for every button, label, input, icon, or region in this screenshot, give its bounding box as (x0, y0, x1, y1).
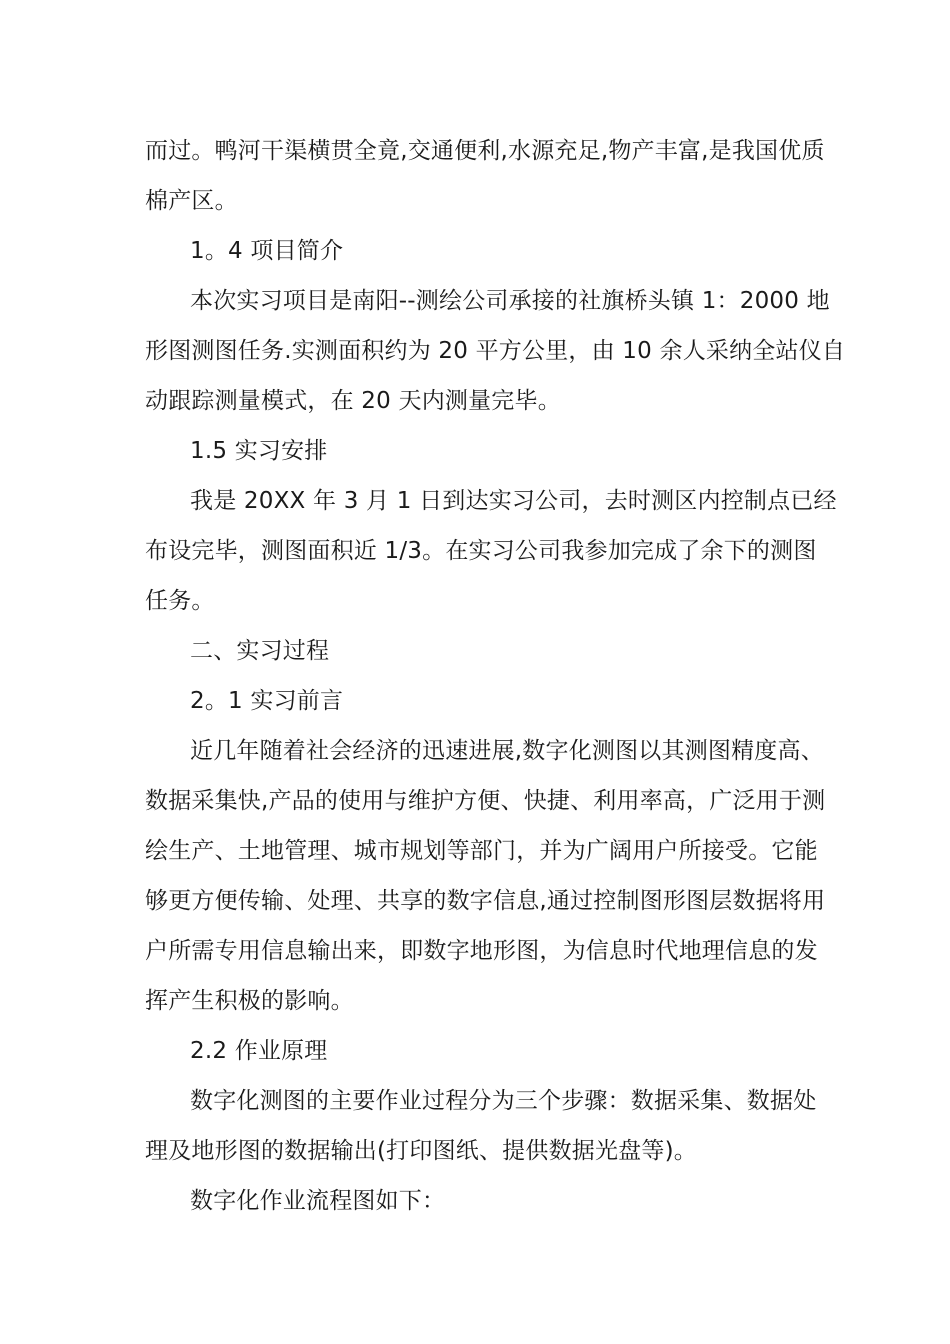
text-line: 数据采集快,产品的使用与维护方便、快捷、利用率高，广泛用于测 (145, 788, 826, 814)
text-line: 我是 20XX 年 3 月 1 日到达实习公司，去时测区内控制点已经 (190, 488, 837, 514)
text-line: 动跟踪测量模式，在 20 天内测量完毕。 (145, 388, 561, 414)
text-line: 理及地形图的数据输出(打印图纸、提供数据光盘等)。 (145, 1138, 697, 1164)
text-line: 棉产区。 (145, 188, 238, 214)
text-line: 形图测图任务.实测面积约为 20 平方公里，由 10 余人采纳全站仪自 (145, 338, 846, 364)
section-heading-2: 二、实习过程 (190, 638, 330, 664)
text-line: 数字化作业流程图如下： (190, 1188, 446, 1214)
text-line: 挥产生积极的影响。 (145, 988, 354, 1014)
text-line: 绘生产、土地管理、城市规划等部门，并为广阔用户所接受。它能 (145, 838, 818, 864)
text-line: 户所需专用信息输出来，即数字地形图，为信息时代地理信息的发 (145, 938, 818, 964)
text-line: 本次实习项目是南阳--测绘公司承接的社旗桥头镇 1：2000 地 (190, 288, 830, 314)
text-line: 任务。 (145, 588, 215, 614)
text-line: 而过。鸭河干渠横贯全竟,交通便利,水源充足,物产丰富,是我国优质 (145, 138, 825, 164)
text-line: 近几年随着社会经济的迅速进展,数字化测图以其测图精度高、 (190, 738, 824, 764)
text-line: 布设完毕，测图面积近 1/3。在实习公司我参加完成了余下的测图 (145, 538, 817, 564)
section-heading-2-1: 2。1 实习前言 (190, 688, 344, 714)
section-heading-2-2: 2.2 作业原理 (190, 1038, 328, 1064)
text-line: 数字化测图的主要作业过程分为三个步骤：数据采集、数据处 (190, 1088, 817, 1114)
section-heading-1-4: 1。4 项目简介 (190, 238, 344, 264)
section-heading-1-5: 1.5 实习安排 (190, 438, 328, 464)
text-line: 够更方便传输、处理、共享的数字信息,通过控制图形图层数据将用 (145, 888, 826, 914)
